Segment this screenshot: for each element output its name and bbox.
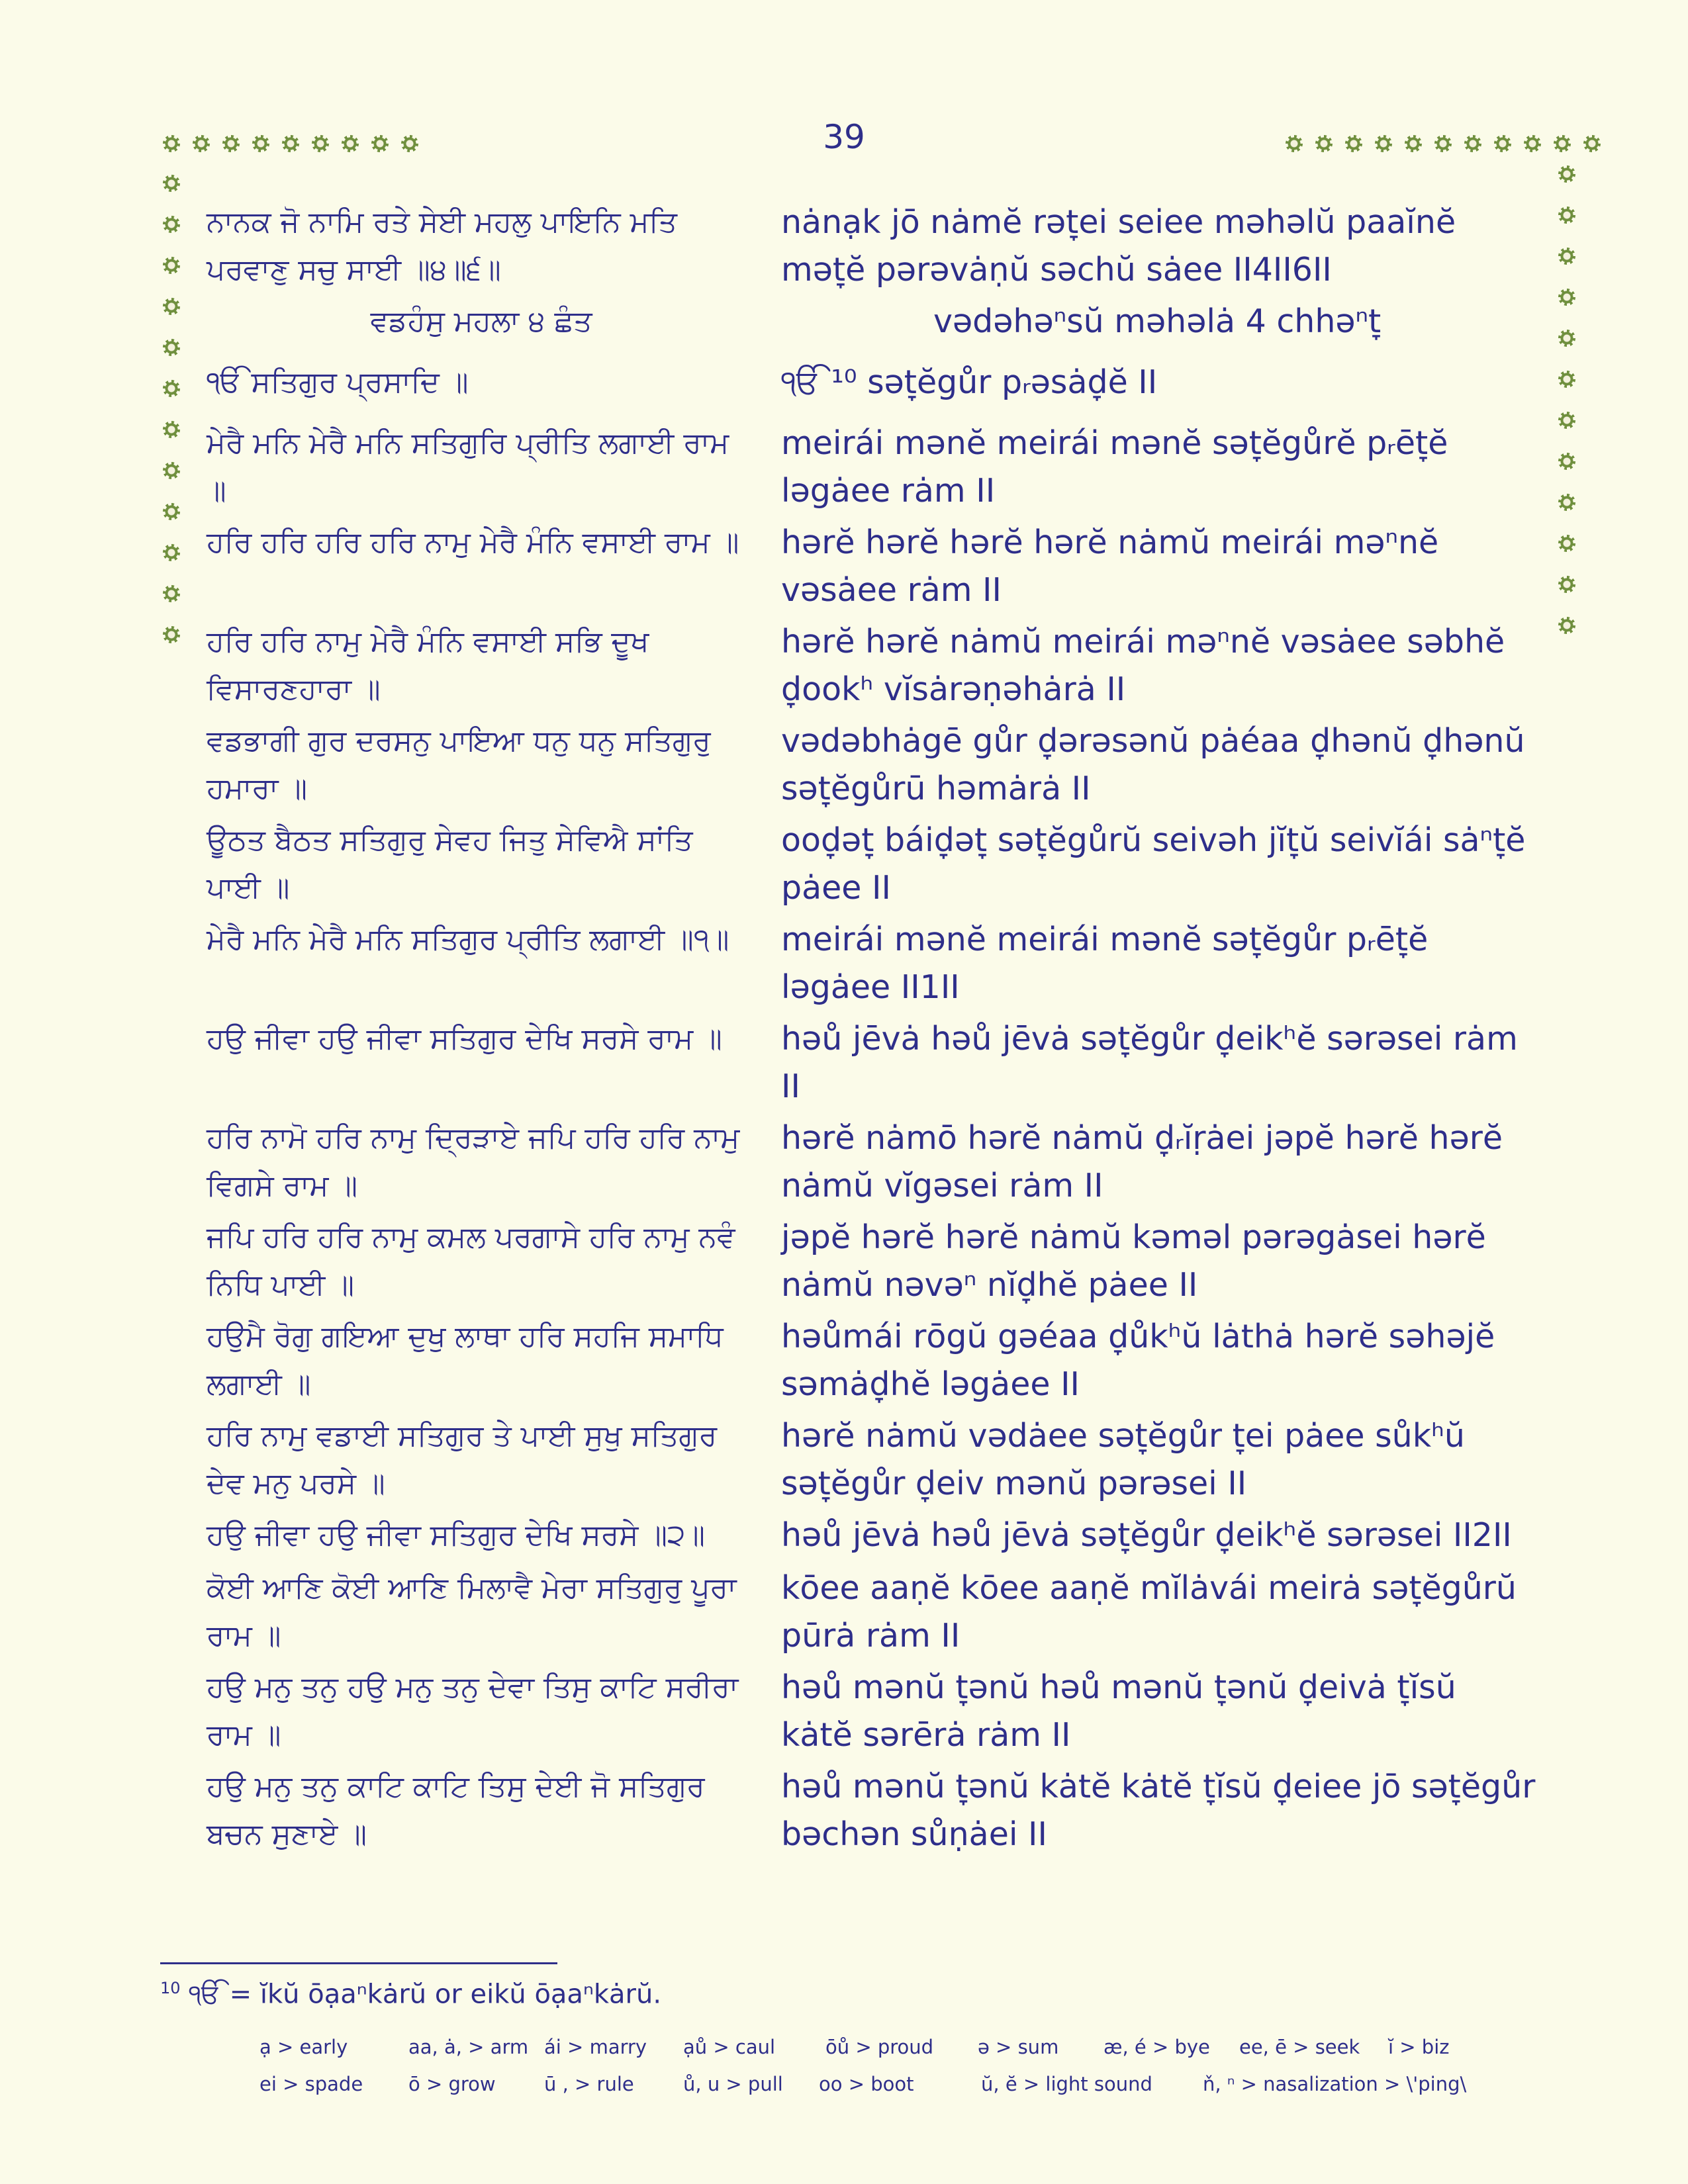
gurmukhi-line: ਹਉਮੈ ਰੋਗੁ ਗਇਆ ਦੁਖੁ ਲਾਥਾ ਹਰਿ ਸਹਜਿ ਸਮਾਧਿ ਲਗਾਈ ॥	[207, 1320, 724, 1401]
flower-ornament-icon	[340, 134, 360, 154]
legend-item: ōů > proud	[825, 2036, 934, 2058]
gurmukhi-line: ਹਰਿ ਹਰਿ ਹਰਿ ਹਰਿ ਨਾਮੁ ਮੇਰੈ ਮੰਨਿ ਵਸਾਈ ਰਾਮ ॥	[207, 525, 739, 559]
flower-ornament-icon	[1557, 164, 1577, 184]
transliteration-line: hərĕ nȧmŭ vədȧee sət̞ĕgůr t̞ei pȧee sůkʰŭ sət̞ĕgůr d̞eiv mənŭ pərəsei II	[781, 1417, 1465, 1502]
flower-ornament-icon	[1557, 287, 1577, 307]
transliteration-line: həů jēvȧ həů jēvȧ sət̞ĕgůr d̞eikʰĕ sərəsei II2II	[781, 1516, 1512, 1554]
flower-ornament-icon	[162, 338, 181, 357]
transliteration-line: jəpĕ hərĕ hərĕ nȧmŭ kəməl pərəgȧsei hərĕ nȧmŭ nəvəⁿ nĭd̞hĕ pȧee II	[781, 1218, 1486, 1304]
flower-ornament-icon	[1374, 134, 1393, 154]
legend-item: ň, ⁿ > nasalization > \'ping\	[1203, 2073, 1467, 2095]
left-flower-border	[162, 173, 181, 645]
transliteration-line: həů jēvȧ həů jēvȧ sət̞ĕgůr d̞eikʰĕ sərəsei rȧm II	[781, 1020, 1518, 1105]
right-flower-border	[1557, 164, 1577, 635]
flower-ornament-icon	[251, 134, 271, 154]
flower-ornament-icon	[162, 461, 181, 480]
footnote-marker: 10	[160, 1979, 181, 1997]
flower-ornament-icon	[1523, 134, 1542, 154]
transliteration-line: hərĕ hərĕ hərĕ hərĕ nȧmŭ meirái məⁿnĕ vəsȧee rȧm II	[781, 523, 1439, 609]
transliteration-line: hərĕ hərĕ nȧmŭ meirái məⁿnĕ vəsȧee səbhĕ d̞ookʰ vĭsȧrəṇəhȧrȧ II	[781, 623, 1505, 708]
transliteration-line: meirái mənĕ meirái mənĕ sət̞ĕgůr pᵣēt̞ĕ ləgȧee II1II	[781, 921, 1429, 1006]
flower-ornament-icon	[1463, 134, 1483, 154]
flower-ornament-icon	[1582, 134, 1602, 154]
flower-ornament-icon	[1557, 205, 1577, 225]
flower-ornament-icon	[1493, 134, 1513, 154]
top-right-flower-border	[1284, 134, 1602, 154]
legend-item: aa, ȧ, > arm	[408, 2036, 529, 2058]
legend-item: ů, u > pull	[683, 2073, 783, 2095]
flower-ornament-icon	[1557, 246, 1577, 266]
legend-item: ŭ, ĕ > light sound	[981, 2073, 1152, 2095]
flower-ornament-icon	[1557, 615, 1577, 635]
legend-item: æ, é > bye	[1103, 2036, 1210, 2058]
gurmukhi-line: ੴ ਸਤਿਗੁਰ ਪ੍ਰਸਾਦਿ ॥	[207, 365, 469, 399]
gurmukhi-heading: ਵਡਹੰਸੁ ਮਹਲਾ ੪ ਛੰਤ	[370, 304, 592, 338]
flower-ornament-icon	[162, 543, 181, 563]
transliteration-line: vədəbhȧgē gůr d̞ərəsənŭ pȧéaa d̞hənŭ d̞hənŭ sət̞ĕgůrū həmȧrȧ II	[781, 722, 1525, 807]
flower-ornament-icon	[162, 214, 181, 234]
flower-ornament-icon	[162, 379, 181, 398]
flower-ornament-icon	[1552, 134, 1572, 154]
flower-ornament-icon	[1403, 134, 1423, 154]
transliteration-line: kōee aaṇĕ kōee aaṇĕ mĭlȧvái meirȧ sət̞ĕgůrŭ pūrȧ rȧm II	[781, 1569, 1517, 1655]
flower-ornament-icon	[1314, 134, 1334, 154]
top-left-flower-border	[162, 134, 420, 154]
flower-ornament-icon	[310, 134, 330, 154]
transliteration-line: ੴ ¹⁰ sət̞ĕgůr pᵣəsȧd̞ĕ II	[781, 363, 1158, 401]
footnote-text: ੴ = ĭkŭ ōạaⁿkȧrŭ or eikŭ ōạaⁿkȧrŭ.	[189, 1979, 662, 2010]
flower-ornament-icon	[1557, 410, 1577, 430]
flower-ornament-icon	[162, 255, 181, 275]
gurmukhi-line: ਨਾਨਕ ਜੋ ਨਾਮਿ ਰਤੇ ਸੇਈ ਮਹਲੁ ਪਾਇਨਿ ਮਤਿ ਪਰਵਾਣੁ ਸਚੁ ਸਾਈ ॥੪॥੬॥	[207, 205, 677, 287]
footnote-divider	[160, 1962, 557, 1964]
legend-item: ĭ > biz	[1388, 2036, 1450, 2058]
flower-ornament-icon	[191, 134, 211, 154]
page-number: 39	[823, 118, 865, 156]
transliteration-line: meirái mənĕ meirái mənĕ sət̞ĕgůrĕ pᵣēt̞ĕ ləgȧee rȧm II	[781, 424, 1448, 510]
flower-ornament-icon	[1344, 134, 1364, 154]
transliteration-heading: vədəhəⁿsŭ məhəlȧ 4 chhəⁿt̞	[933, 302, 1382, 340]
flower-ornament-icon	[370, 134, 390, 154]
legend-item: ū , > rule	[544, 2073, 634, 2095]
flower-ornament-icon	[162, 584, 181, 604]
legend-item: ạů > caul	[683, 2036, 776, 2058]
gurmukhi-line: ਹਉ ਜੀਵਾ ਹਉ ਜੀਵਾ ਸਤਿਗੁਰ ਦੇਖਿ ਸਰਸੇ ਰਾਮ ॥	[207, 1022, 722, 1056]
gurmukhi-line: ਜਪਿ ਹਰਿ ਹਰਿ ਨਾਮੁ ਕਮਲ ਪਰਗਾਸੇ ਹਰਿ ਨਾਮੁ ਨਵੰ ਨਿਧਿ ਪਾਈ ॥	[207, 1220, 735, 1302]
flower-ornament-icon	[162, 420, 181, 439]
flower-ornament-icon	[162, 625, 181, 645]
transliteration-line: həůmái rōgŭ gəéaa d̞ůkʰŭ lȧthȧ hərĕ səhəjĕ səmȧd̞hĕ ləgȧee II	[781, 1318, 1495, 1403]
gurmukhi-line: ਕੋਈ ਆਣਿ ਕੋਈ ਆਣਿ ਮਿਲਾਵੈ ਮੇਰਾ ਸਤਿਗੁਰੁ ਪੂਰਾ ਰਾਮ ॥	[207, 1571, 737, 1653]
gurmukhi-line: ਹਉ ਮਨੁ ਤਨੁ ਹਉ ਮਨੁ ਤਨੁ ਦੇਵਾ ਤਿਸੁ ਕਾਟਿ ਸਰੀਰਾ ਰਾਮ ॥	[207, 1670, 739, 1752]
flower-ornament-icon	[1557, 574, 1577, 594]
flower-ornament-icon	[162, 134, 181, 154]
legend-item: ō > grow	[408, 2073, 496, 2095]
flower-ornament-icon	[1557, 328, 1577, 348]
legend-item: ạ > early	[259, 2036, 348, 2058]
flower-ornament-icon	[162, 173, 181, 193]
legend-item: ə > sum	[978, 2036, 1059, 2058]
footnote	[160, 1979, 661, 2009]
flower-ornament-icon	[162, 502, 181, 522]
gurmukhi-line: ਊਠਤ ਬੈਠਤ ਸਤਿਗੁਰੁ ਸੇਵਹ ਜਿਤੁ ਸੇਵਿਐ ਸਾਂਤਿ ਪਾਈ ॥	[207, 823, 693, 905]
gurmukhi-line: ਹਰਿ ਹਰਿ ਨਾਮੁ ਮੇਰੈ ਮੰਨਿ ਵਸਾਈ ਸਭਿ ਦੂਖ ਵਿਸਾਰਣਹਾਰਾ ॥	[207, 625, 649, 706]
legend-item: ái > marry	[544, 2036, 647, 2058]
flower-ornament-icon	[1433, 134, 1453, 154]
flower-ornament-icon	[1557, 492, 1577, 512]
transliteration-line: ood̞ət̞ báid̞ət̞ sət̞ĕgůrŭ seivəh jĭt̞ŭ seivĭái sȧⁿt̞ĕ pȧee II	[781, 821, 1526, 907]
legend-item: ei > spade	[259, 2073, 363, 2095]
legend-item: oo > boot	[819, 2073, 914, 2095]
transliteration-line: hərĕ nȧmō hərĕ nȧmŭ d̞ᵣĭṛȧei jəpĕ hərĕ hərĕ nȧmŭ vĭgəsei rȧm II	[781, 1119, 1503, 1205]
transliteration-line: həů mənŭ t̞ənŭ həů mənŭ t̞ənŭ d̞eivȧ t̞ĭsŭ kȧtĕ sərērȧ rȧm II	[781, 1668, 1456, 1754]
flower-ornament-icon	[1284, 134, 1304, 154]
gurmukhi-line: ਹਉ ਮਨੁ ਤਨੁ ਕਾਟਿ ਕਾਟਿ ਤਿਸੁ ਦੇਈ ਜੋ ਸਤਿਗੁਰ ਬਚਨ ਸੁਣਾਏ ॥	[207, 1770, 705, 1851]
flower-ornament-icon	[1557, 533, 1577, 553]
flower-ornament-icon	[281, 134, 301, 154]
legend-item: ee, ē > seek	[1239, 2036, 1360, 2058]
flower-ornament-icon	[221, 134, 241, 154]
gurmukhi-line: ਹਉ ਜੀਵਾ ਹਉ ਜੀਵਾ ਸਤਿਗੁਰ ਦੇਖਿ ਸਰਸੇ ॥੨॥	[207, 1518, 706, 1552]
transliteration-line: nȧnạk jō nȧmĕ rət̞ei seiee məhəlŭ paaĭnĕ mət̞ĕ pərəvȧṇŭ səchŭ sȧee II4II6II	[781, 203, 1456, 289]
flower-ornament-icon	[1557, 451, 1577, 471]
flower-ornament-icon	[400, 134, 420, 154]
gurmukhi-line: ਹਰਿ ਨਾਮੁ ਵਡਾਈ ਸਤਿਗੁਰ ਤੇ ਪਾਈ ਸੁਖੁ ਸਤਿਗੁਰ ਦੇਵ ਮਨੁ ਪਰਸੇ ॥	[207, 1419, 718, 1500]
gurmukhi-line: ਵਡਭਾਗੀ ਗੁਰ ਦਰਸਨੁ ਪਾਇਆ ਧਨੁ ਧਨੁ ਸਤਿਗੁਰੁ ਹਮਾਰਾ ॥	[207, 724, 711, 805]
flower-ornament-icon	[1557, 369, 1577, 389]
gurmukhi-line: ਮੇਰੈ ਮਨਿ ਮੇਰੈ ਮਨਿ ਸਤਿਗੁਰਿ ਪ੍ਰੀਤਿ ਲਗਾਈ ਰਾਮ ॥	[207, 426, 729, 508]
flower-ornament-icon	[162, 296, 181, 316]
gurmukhi-line: ਹਰਿ ਨਾਮੋ ਹਰਿ ਨਾਮੁ ਦ੍ਰਿੜਾਏ ਜਪਿ ਹਰਿ ਹਰਿ ਨਾਮੁ ਵਿਗਸੇ ਰਾਮ ॥	[207, 1121, 740, 1203]
transliteration-line: həů mənŭ t̞ənŭ kȧtĕ kȧtĕ t̞ĭsŭ d̞eiee jō sət̞ĕgůr bəchən sůṇȧei II	[781, 1768, 1536, 1853]
gurmukhi-line: ਮੇਰੈ ਮਨਿ ਮੇਰੈ ਮਨਿ ਸਤਿਗੁਰ ਪ੍ਰੀਤਿ ਲਗਾਈ ॥੧॥	[207, 923, 729, 956]
